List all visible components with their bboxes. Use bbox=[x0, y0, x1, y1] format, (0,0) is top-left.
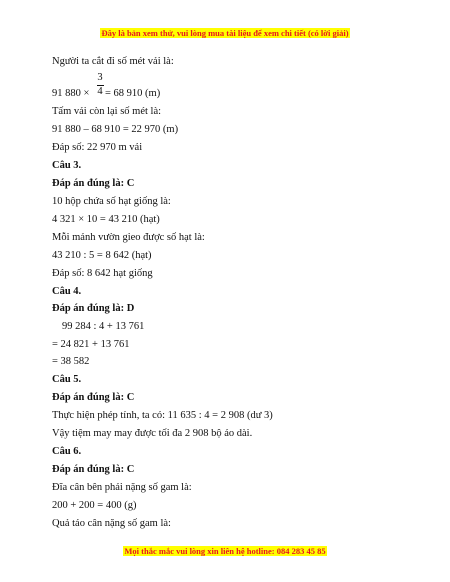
text-line: Đáp số: 8 642 hạt giống bbox=[52, 268, 153, 279]
math-line: 4 321 × 10 = 43 210 (hạt) bbox=[52, 214, 160, 225]
preview-notice-text: Đây là bản xem thử, vui lòng mua tài liệu để xem chi tiết (có lời giải) bbox=[101, 28, 349, 38]
fraction-denominator: 4 bbox=[97, 86, 103, 97]
math-line: 43 210 : 5 = 8 642 (hạt) bbox=[52, 250, 152, 261]
question-heading: Câu 3. bbox=[52, 160, 82, 171]
text-line: Đáp số: 22 970 m vải bbox=[52, 142, 143, 153]
answer-heading: Đáp án đúng là: C bbox=[52, 464, 135, 475]
text-line: Tấm vải còn lại số mét là: bbox=[52, 106, 162, 117]
text-line: Mỗi mảnh vườn gieo được số hạt là: bbox=[52, 232, 205, 243]
math-line: 200 + 200 = 400 (g) bbox=[52, 500, 137, 511]
hotline-text: Mọi thắc mắc vui lòng xin liên hệ hotline: 084 283 45 85 bbox=[124, 546, 326, 556]
question-heading: Câu 5. bbox=[52, 374, 82, 385]
math-line: 91 880 × bbox=[52, 88, 90, 99]
answer-heading: Đáp án đúng là: C bbox=[52, 392, 135, 403]
question-heading: Câu 6. bbox=[52, 446, 82, 457]
text-line: Vậy tiệm may may được tối đa 2 908 bộ áo dài. bbox=[52, 428, 253, 439]
hotline-footer-banner bbox=[0, 546, 450, 556]
math-line: = 24 821 + 13 761 bbox=[52, 339, 130, 350]
answer-heading: Đáp án đúng là: C bbox=[52, 178, 135, 189]
text-line: Đĩa cân bên phải nặng số gam là: bbox=[52, 482, 192, 493]
text-line: Quả táo cân nặng số gam là: bbox=[52, 518, 171, 529]
text-line: Thực hiện phép tính, ta có: 11 635 : 4 = 2 908 (dư 3) bbox=[52, 410, 273, 421]
answer-heading: Đáp án đúng là: D bbox=[52, 303, 135, 314]
text-line: 10 hộp chứa số hạt giống là: bbox=[52, 196, 171, 207]
question-heading: Câu 4. bbox=[52, 286, 82, 297]
fraction-numerator: 3 bbox=[97, 72, 103, 83]
math-line: = 38 582 bbox=[52, 356, 90, 367]
math-line: = 68 910 (m) bbox=[105, 88, 161, 99]
text-line: Người ta cắt đi số mét vải là: bbox=[52, 56, 174, 67]
preview-notice-banner bbox=[0, 28, 450, 38]
math-line: 99 284 : 4 + 13 761 bbox=[62, 321, 145, 332]
math-line: 91 880 – 68 910 = 22 970 (m) bbox=[52, 124, 179, 135]
